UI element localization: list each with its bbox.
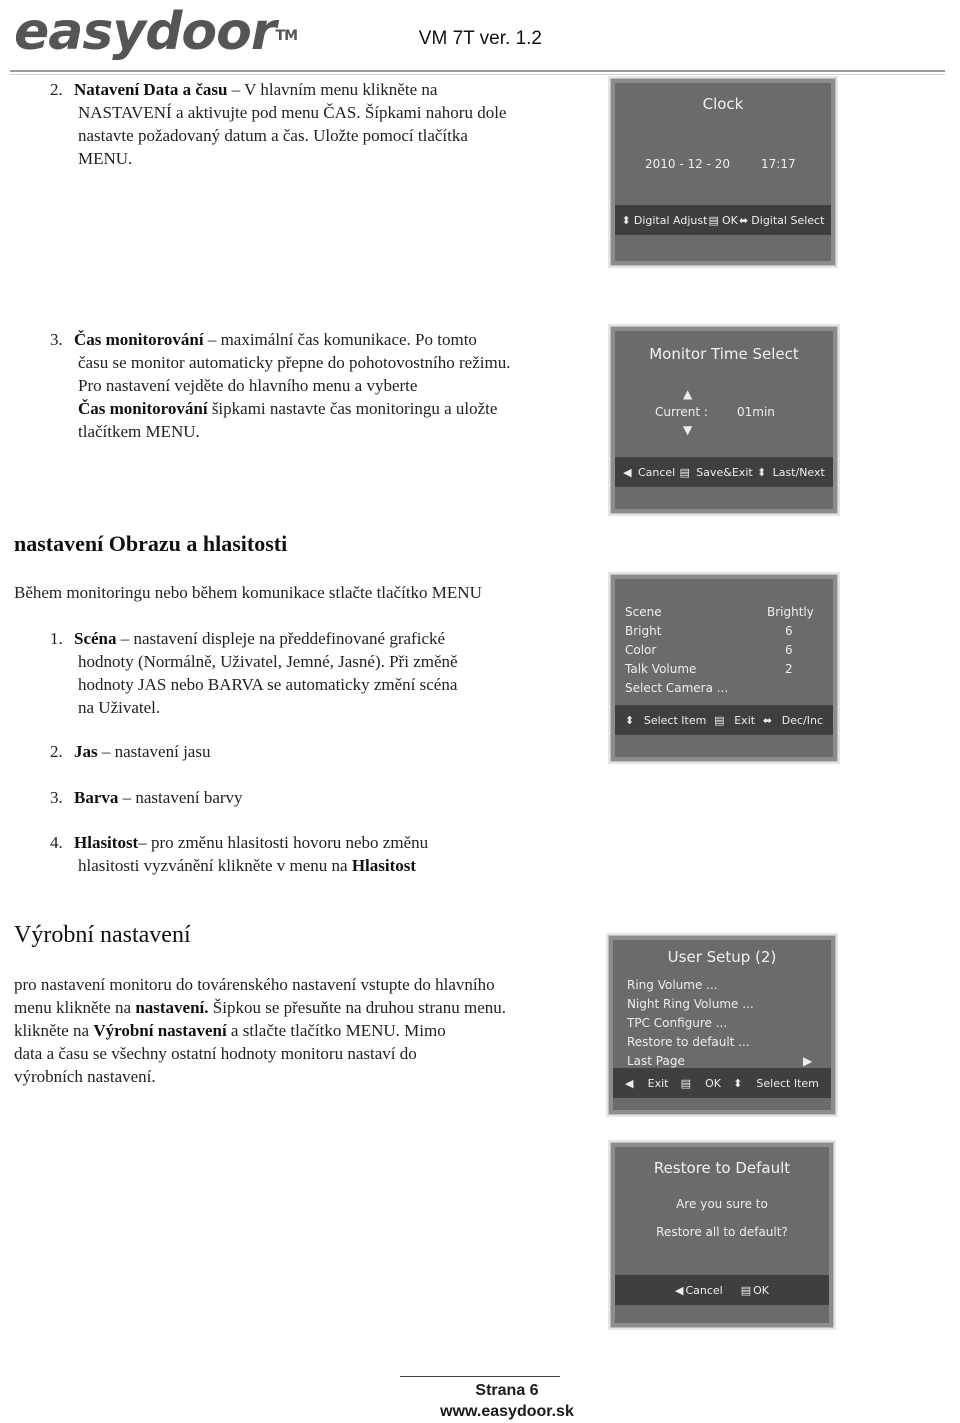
left-icon: ◀ [623,465,632,479]
header-divider [10,70,945,72]
restore-title: Restore to Default [653,1159,791,1177]
page-number: Strana 6 [475,1382,539,1399]
brand-logo: easydoor™ [14,2,298,62]
list-item-scene: 1. Scéna – nastavení displeje na předdefinované grafické hodnoty (Normálně, Uživatel, Jemné, Jasné). Při změně hodnoty JAS nebo BARVA se automaticky změní scéna na Uživatel. [50,629,458,717]
scene-hint-bar: ⬍ Select Item ▤ Exit ⬌ Dec/Inc [615,705,833,735]
scene-screen: Scene Brightly Bright 6 Color 6 Talk Volume 2 Select Camera ... ⬍ Select Item ▤ Exit ⬌ Dec/Inc [610,574,838,762]
updown-icon: ⬍ [757,465,767,479]
restore-hint-bar: ◀ Cancel ▤ OK [615,1275,829,1305]
down-arrow-icon: ▼ [683,423,693,437]
user-setup-title: User Setup (2) [667,948,777,966]
updown-icon: ⬍ [624,713,635,727]
leftright-icon: ⬌ [738,213,749,227]
menu-icon: ▤ [679,465,690,479]
footer-divider [400,1376,560,1377]
section-heading-factory: Výrobní nastavení [14,922,191,948]
list-item-color: 3. Barva – nastavení barvy [50,788,243,807]
clock-date: 2010 - 12 - 20 [645,157,730,171]
restore-default-screen: Restore to Default Are you sure to Restore all to default? ◀ Cancel ▤ OK [610,1142,834,1328]
section-monitor-time: 3. Čas monitorování – maximální čas komunikace. Po tomto času se monitor automaticky přepne do pohotovostního režimu. Pro nastavení vejděte do hlavního menu a vyberte Čas monitorování šipkami nastavte čas monitoringu a uložte tlačítkem MENU. [50,330,511,441]
monitor-time-screen [610,326,838,514]
factory-paragraph: pro nastavení monitoru do továrenského nastavení vstupte do hlavního menu klikněte na nastavení. Šipkou se přesuňte na druhou stranu menu. klikněte na Výrobní nastavení a stlačte tlačítko MENU. Mimo data a času se všechny ostatní hodnoty monitoru nastaví do výrobních nastavení. [14,975,506,1086]
menu-icon: ▤ [680,1076,691,1090]
list-item-volume: 4. Hlasitost– pro změnu hlasitosti hovoru nebo změnu hlasitosti vyzvánění klikněte v menu na Hlasitost [50,833,429,875]
clock-time: 17:17 [761,157,796,171]
list-item-bright: 2. Jas – nastavení jasu [50,742,211,761]
menu-icon: ▤ [708,213,719,227]
monitor-time-hint-bar: ◀ Cancel ▤ Save&Exit ⬍ Last/Next [615,457,833,487]
clock-screen [610,78,836,266]
header-divider-light [10,74,945,75]
next-page-icon: ▶ [803,1054,813,1068]
footer-url[interactable]: www.easydoor.sk [440,1403,574,1420]
current-value: 01min [737,405,775,419]
monitor-time-title: Monitor Time Select [649,345,799,363]
left-icon: ◀ [674,1283,684,1297]
updown-icon: ⬍ [621,213,631,227]
section-date-time: 2. Natavení Data a času – V hlavním menu klikněte na NASTAVENÍ a aktivujte pod menu ČAS. Šípkami nahoru dole nastavte požadovaný datum a čas. Uložte pomocí tlačítka MENU. [50,80,507,168]
left-icon: ◀ [625,1076,634,1090]
leftright-icon: ⬌ [762,713,773,727]
section-heading-image: nastavení Obrazu a hlasitosti [14,531,288,556]
updown-icon: ⬍ [733,1076,743,1090]
user-setup-hint-bar: ◀ Exit ▤ OK ⬍ Select Item [613,1068,831,1098]
image-intro: Během monitoringu nebo během komunikace stlačte tlačítko MENU [14,583,482,602]
current-label: Current : [655,405,708,419]
clock-title: Clock [702,95,744,113]
user-setup-screen: User Setup (2) Ring Volume ... Night Ring Volume ... TPC Configure ... Restore to default ... Last Page ▶ ◀ Exit ▤ OK ⬍ Select Item [608,935,836,1115]
menu-icon: ▤ [740,1283,752,1297]
up-arrow-icon: ▲ [683,387,693,401]
clock-hint-bar: ⬍ Digital Adjust ▤ OK ⬌ Digital Select [615,205,831,235]
menu-icon: ▤ [714,713,725,727]
document-version: VM 7T ver. 1.2 [418,28,542,49]
